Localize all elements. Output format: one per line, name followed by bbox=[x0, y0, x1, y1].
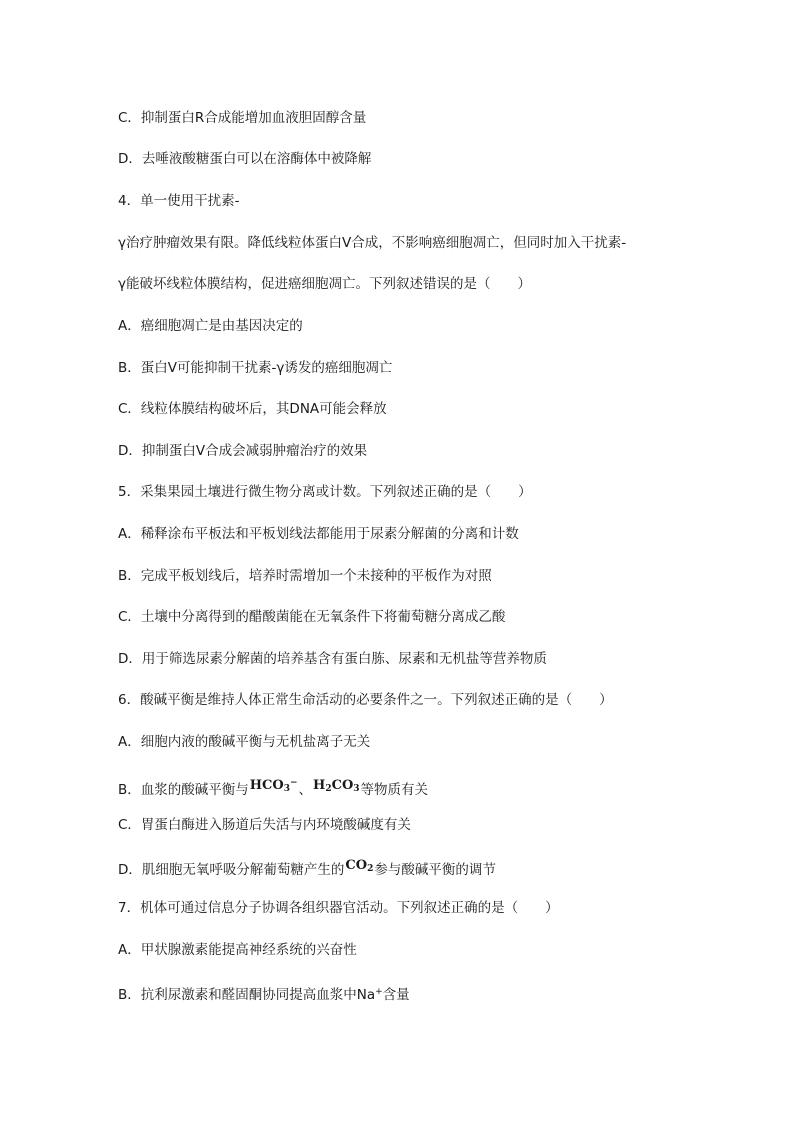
formula-carbonic-acid-co: CO bbox=[331, 778, 354, 793]
option-5a: A．稀释涂布平板法和平板划线法都能用于尿素分解菌的分离和计数 bbox=[118, 526, 519, 542]
option-7a: A．甲状腺激素能提高神经系统的兴奋性 bbox=[118, 942, 357, 958]
option-6d-prefix: D．肌细胞无氧呼吸分解葡萄糖产生的 bbox=[118, 862, 345, 878]
option-6a: A．细胞内液的酸碱平衡与无机盐离子无关 bbox=[118, 734, 371, 750]
formula-bicarbonate-main: HCO bbox=[249, 778, 284, 793]
question-7-stem: 7．机体可通过信息分子协调各组织器官活动。下列叙述正确的是（ ） bbox=[118, 900, 559, 916]
option-3c: C．抑制蛋白R合成能增加血液胆固醇含量 bbox=[118, 110, 367, 126]
option-6d-suffix: 参与酸碱平衡的调节 bbox=[374, 862, 496, 878]
option-3d: D．去唾液酸糖蛋白可以在溶酶体中被降解 bbox=[118, 151, 372, 167]
formula-carbon-dioxide-sub: 2 bbox=[367, 864, 374, 874]
option-7b bbox=[118, 983, 410, 1004]
question-4-stem-1: 4．单一使用干扰素- bbox=[118, 193, 240, 209]
option-6b bbox=[118, 779, 428, 803]
question-5-stem: 5．采集果园土壤进行微生物分离或计数。下列叙述正确的是（ ） bbox=[118, 484, 532, 500]
option-4a: A．癌细胞凋亡是由基因决定的 bbox=[118, 318, 303, 334]
option-5d: D．用于筛选尿素分解菌的培养基含有蛋白胨、尿素和无机盐等营养物质 bbox=[118, 651, 547, 667]
option-6c: C．胃蛋白酶进入肠道后失活与内环境酸碱度有关 bbox=[118, 817, 411, 833]
option-6b-prefix: B．血浆的酸碱平衡与 bbox=[118, 782, 249, 798]
option-4d: D．抑制蛋白V合成会减弱肿瘤治疗的效果 bbox=[118, 443, 368, 459]
formula-bicarbonate-sub: 3 bbox=[283, 784, 290, 794]
formula-bicarbonate bbox=[250, 778, 298, 793]
option-6d bbox=[118, 858, 496, 883]
formula-carbon-dioxide bbox=[345, 858, 373, 873]
option-6b-suffix: 等物质有关 bbox=[360, 782, 429, 798]
option-6b-separator: 、 bbox=[298, 782, 313, 798]
option-7b-prefix: B．抗利尿激素和醛固酮协同提高血浆中Na bbox=[118, 987, 376, 1003]
formula-carbon-dioxide-main: CO bbox=[345, 858, 368, 873]
question-4-stem-3: γ能破坏线粒体膜结构，促进癌细胞凋亡。下列叙述错误的是（ ） bbox=[118, 276, 531, 292]
formula-carbonic-acid bbox=[313, 778, 360, 793]
option-7b-suffix: 含量 bbox=[382, 987, 410, 1003]
option-5b: B．完成平板划线后，培养时需增加一个未接种的平板作为对照 bbox=[118, 568, 492, 584]
formula-carbonic-acid-sub2: 3 bbox=[353, 784, 360, 794]
option-4c: C．线粒体膜结构破坏后，其DNA可能会释放 bbox=[118, 401, 387, 417]
option-4b: B．蛋白V可能抑制干扰素-γ诱发的癌细胞凋亡 bbox=[118, 360, 393, 376]
formula-bicarbonate-sup: − bbox=[290, 778, 298, 788]
question-4-stem-2: γ治疗肿瘤效果有限。降低线粒体蛋白V合成，不影响癌细胞凋亡，但同时加入干扰素- bbox=[118, 235, 627, 251]
formula-carbonic-acid-h: H bbox=[313, 778, 326, 793]
option-5c: C．土壤中分离得到的醋酸菌能在无氧条件下将葡萄糖分离成乙酸 bbox=[118, 609, 506, 625]
option-7b-sup: + bbox=[375, 987, 383, 997]
question-6-stem: 6．酸碱平衡是维持人体正常生命活动的必要条件之一。下列叙述正确的是（ ） bbox=[118, 692, 613, 708]
formula-carbonic-acid-sub1: 2 bbox=[325, 784, 332, 794]
